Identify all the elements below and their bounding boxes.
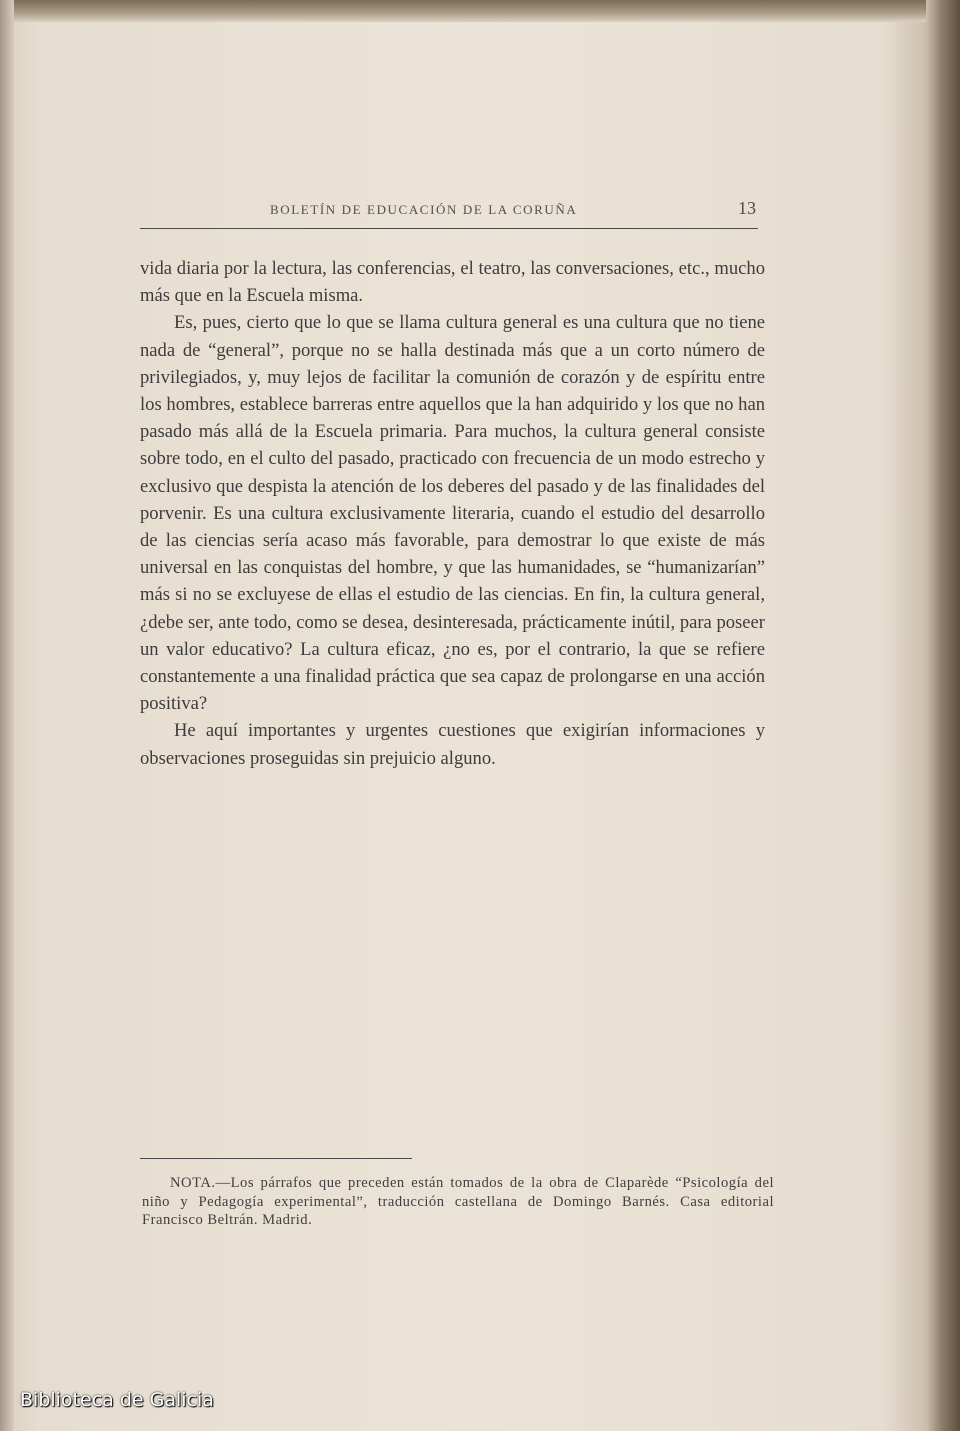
- body-text: [140, 255, 765, 772]
- page-right-edge: [926, 0, 960, 1431]
- page-left-edge: [0, 0, 14, 1431]
- footnote-divider: [140, 1158, 412, 1159]
- footnote: NOTA.—Los párrafos que preceden están tomados de la obra de Claparède “Psicología del niño y Pedagogía experimental”, traducción castellana de Domingo Barnés. Casa editorial Francisco Beltrán. Madrid.: [142, 1175, 774, 1228]
- paragraph-2: Es, pues, cierto que lo que se llama cultura general es una cultura que no tiene nada de “general”, porque no se halla destinada más que a un corto número de privilegiados, y, muy lejos de facilitar la comunión de corazón y de espíritu entre los hombres, establece barreras entre aquellos que la han adquirido y los que no han pasado más allá de la Escuela primaria. Para muchos, la cultura general consiste sobre todo, en el culto del pasado, practicado con frecuencia de un modo estrecho y exclusivo que despista la atención de los deberes del pasado y de las finalidades del porvenir. Es una cultura exclusivamente literaria, cuando el estudio del desarrollo de las ciencias sería acaso más favorable, para demostrar lo que existe de más universal en las conquistas del hombre, y que las humanidades, se “humanizarían” más si no se excluyese de ellas el estudio de las ciencias. En fin, la cultura general, ¿debe ser, ante todo, como se desea, desinteresada, prácticamente inútil, para poseer un valor educativo? La cultura eficaz, ¿no es, por el contrario, la que se refiere constantemente a una finalidad práctica que sea capaz de prolongarse en una acción positiva?: [140, 312, 765, 715]
- page-number: 13: [738, 198, 756, 218]
- page-top-edge: [0, 0, 960, 22]
- paragraph-1: vida diaria por la lectura, las conferencias, el teatro, las conversaciones, etc., mucho más que en la Escuela misma.: [140, 258, 765, 307]
- page-header: [140, 196, 758, 229]
- running-title: BOLETÍN DE EDUCACIÓN DE LA CORUÑA: [270, 202, 578, 217]
- library-watermark: Biblioteca de Galicia: [20, 1389, 214, 1411]
- paragraph-3: He aquí importantes y urgentes cuestiones que exigirían informaciones y observaciones proseguidas sin prejuicio alguno.: [140, 720, 765, 769]
